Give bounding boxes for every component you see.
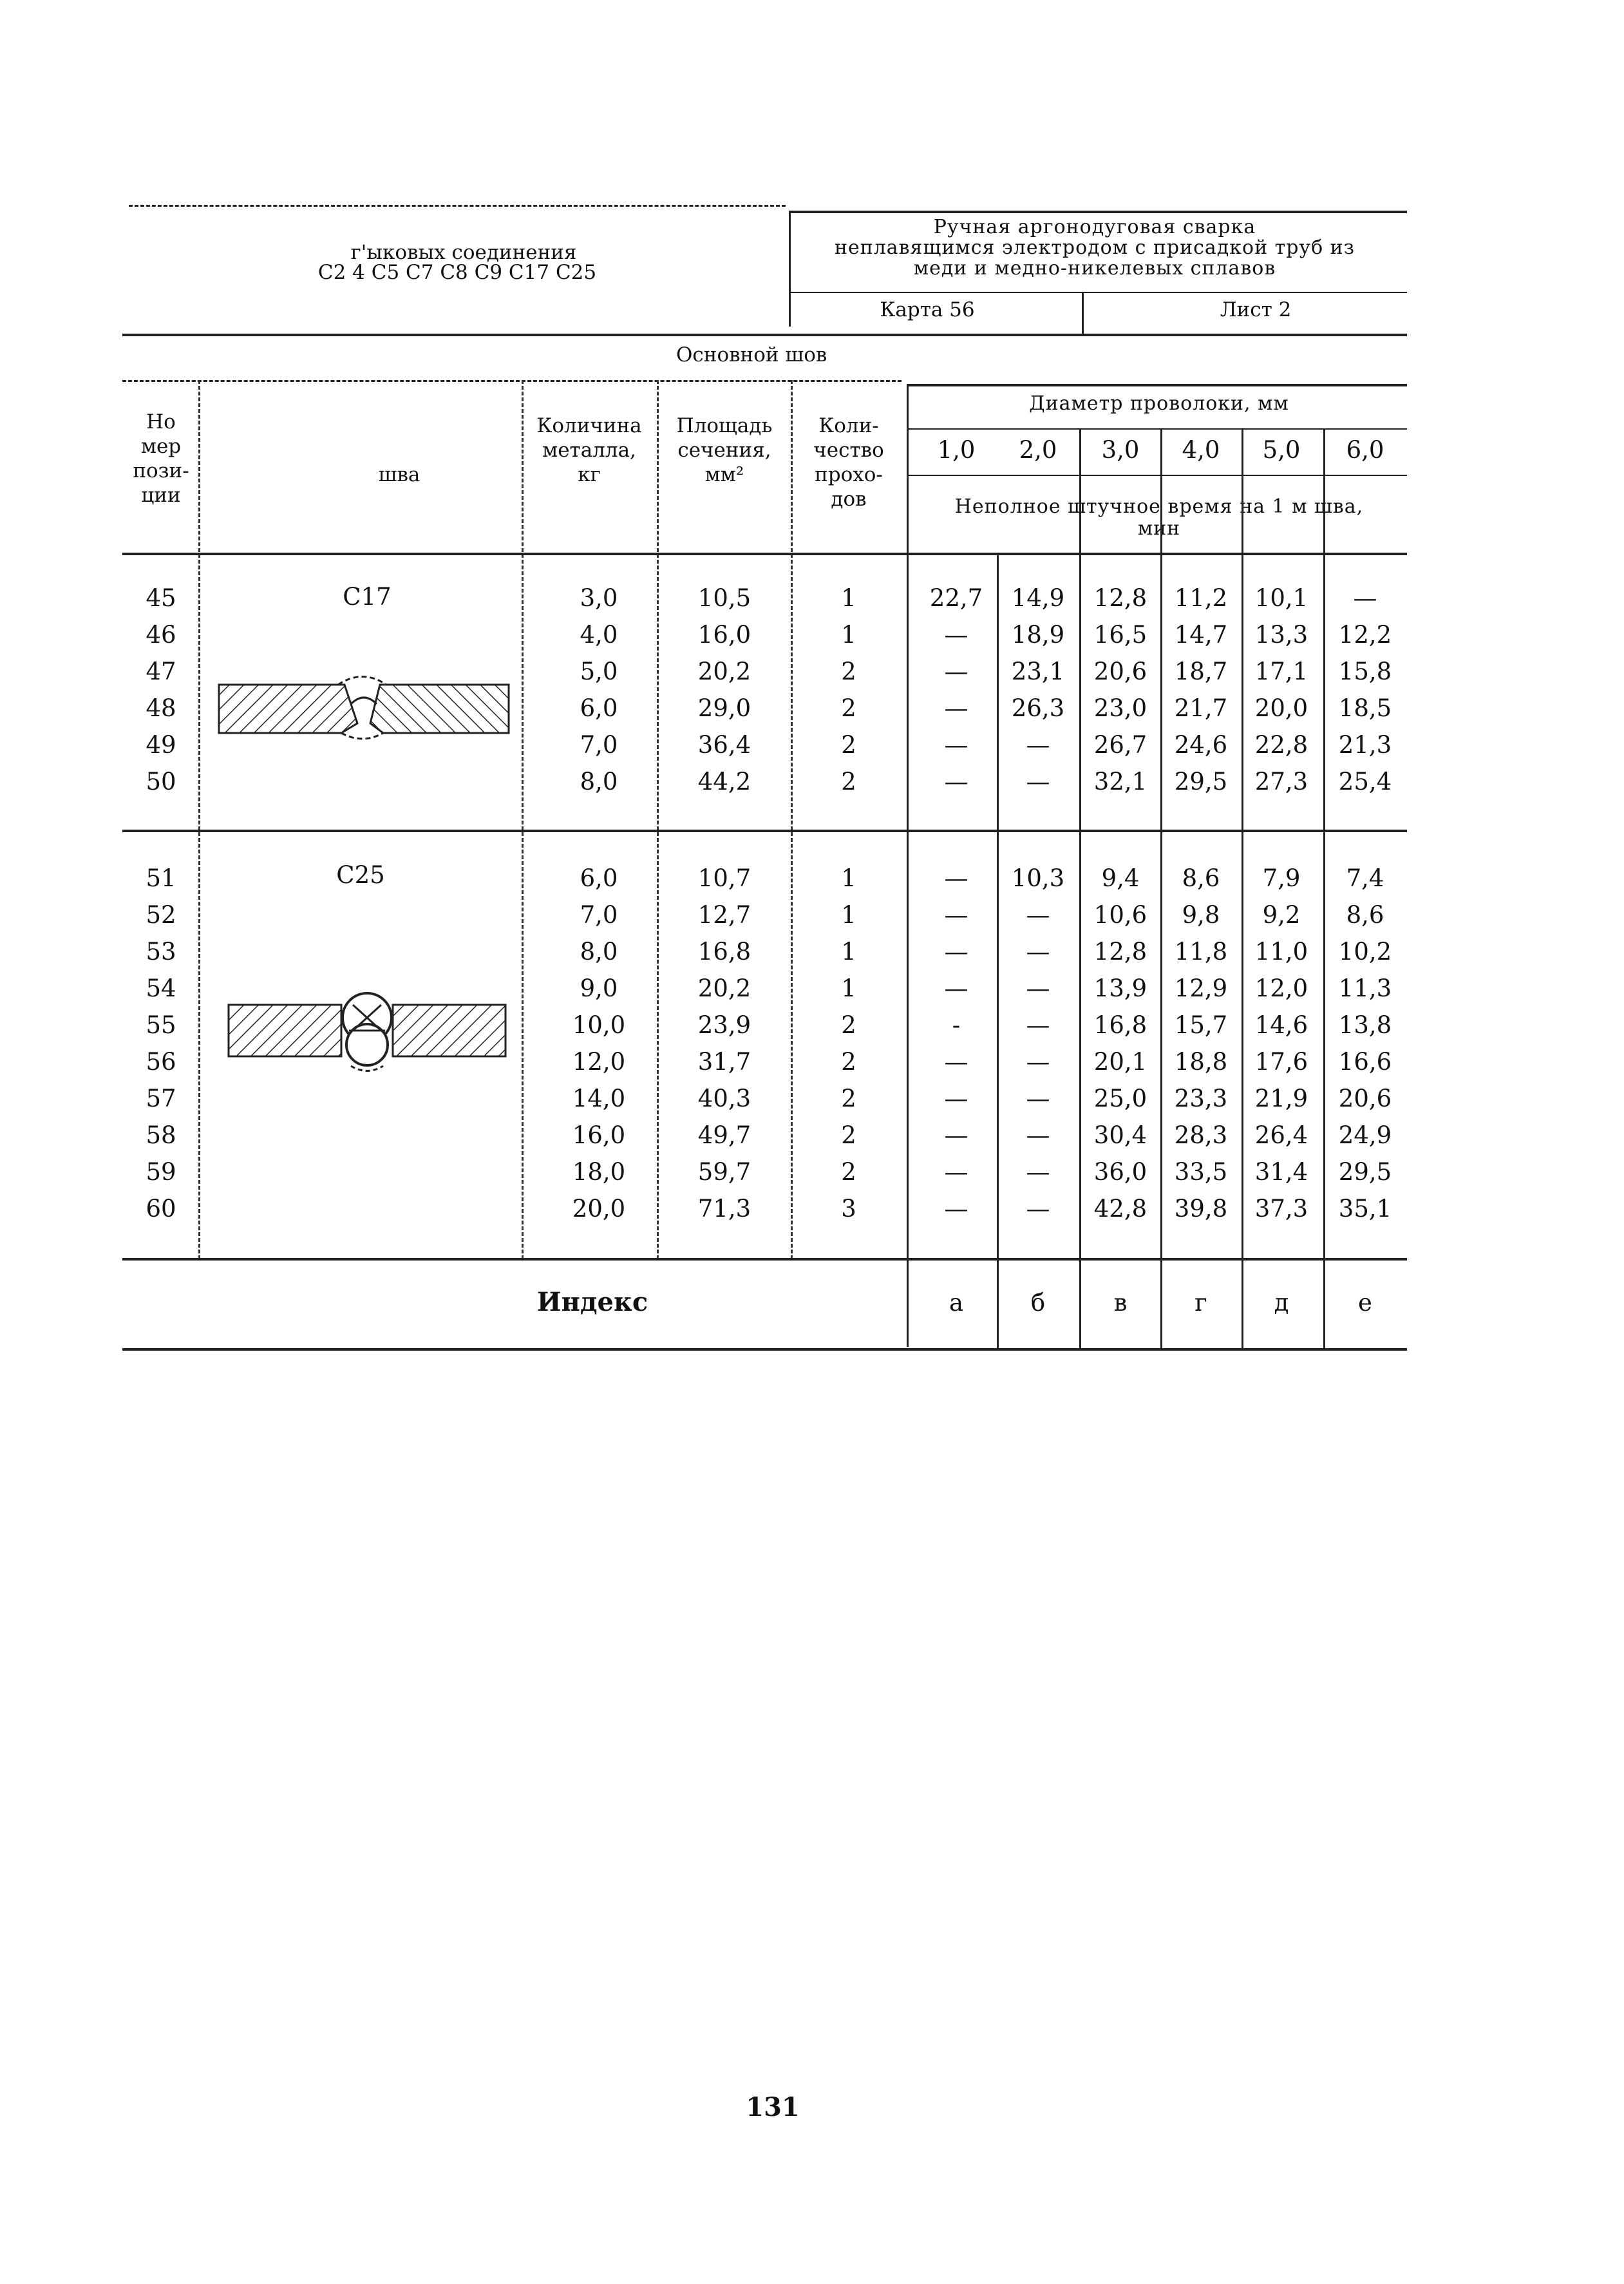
row-metal: 12,0 <box>572 1048 626 1076</box>
row-metal: 18,0 <box>572 1158 626 1186</box>
row-time-a: — <box>944 1085 968 1112</box>
group-label-c17: С17 <box>343 583 392 611</box>
card-divider <box>1082 292 1084 334</box>
c25-right-plate <box>393 1005 505 1056</box>
diam-3: 3,0 <box>1101 436 1140 464</box>
row-time-d: 22,8 <box>1254 731 1308 759</box>
row-passes: 1 <box>841 584 856 612</box>
row-metal: 6,0 <box>580 864 618 892</box>
row-metal: 4,0 <box>580 621 618 649</box>
hdr-time-2: мин <box>1137 517 1181 540</box>
index-letter-b: б <box>1030 1289 1046 1317</box>
row-area: 59,7 <box>697 1158 751 1186</box>
row-passes: 1 <box>841 864 856 892</box>
row-time-b: 23,1 <box>1011 658 1065 685</box>
row-metal: 3,0 <box>580 584 618 612</box>
row-time-b: — <box>1026 901 1050 929</box>
hdr-number-2: мер <box>140 435 182 458</box>
col-line-t4 <box>1242 428 1243 1348</box>
row-time-e: 20,6 <box>1338 1085 1392 1112</box>
hdr-passes-1: Коли- <box>818 414 879 437</box>
col-line-metal <box>657 380 659 1259</box>
row-position: 46 <box>146 621 176 649</box>
row-time-v: 16,5 <box>1093 621 1147 649</box>
top-left-rule <box>129 205 786 207</box>
section-rule <box>122 334 1407 336</box>
row-time-d: 10,1 <box>1254 584 1308 612</box>
row-time-a: — <box>944 938 968 966</box>
row-passes: 2 <box>841 768 856 795</box>
row-time-g: 21,7 <box>1174 694 1228 722</box>
row-metal: 20,0 <box>572 1195 626 1223</box>
col-line-t5 <box>1323 428 1325 1348</box>
row-time-v: 26,7 <box>1093 731 1147 759</box>
row-time-v: 12,8 <box>1093 938 1147 966</box>
diam-4: 4,0 <box>1182 436 1220 464</box>
row-metal: 7,0 <box>580 731 618 759</box>
row-passes: 2 <box>841 694 856 722</box>
row-time-g: 14,7 <box>1174 621 1228 649</box>
row-time-d: 13,3 <box>1254 621 1308 649</box>
row-area: 10,7 <box>697 864 751 892</box>
row-position: 51 <box>146 864 176 892</box>
row-time-g: 33,5 <box>1174 1158 1228 1186</box>
row-passes: 1 <box>841 621 856 649</box>
row-time-e: — <box>1353 584 1377 612</box>
row-position: 52 <box>146 901 176 929</box>
sheet-number: Лист 2 <box>1220 298 1292 321</box>
row-time-a: — <box>944 1121 968 1149</box>
index-label: Индекс <box>536 1287 648 1317</box>
row-time-a: — <box>944 658 968 685</box>
row-time-b: — <box>1026 1121 1050 1149</box>
top-right-rule <box>789 211 1407 213</box>
row-time-v: 10,6 <box>1093 901 1147 929</box>
row-time-a: — <box>944 768 968 795</box>
row-time-b: 14,9 <box>1011 584 1065 612</box>
joint-types-line1: г'ыковых соединения <box>350 241 577 264</box>
index-letter-v: в <box>1113 1289 1128 1317</box>
row-time-a: - <box>952 1011 961 1039</box>
row-time-g: 18,7 <box>1174 658 1228 685</box>
row-position: 60 <box>146 1195 176 1223</box>
joint-types-line2: С2 4 С5 С7 С8 С9 С17 С25 <box>317 261 597 284</box>
diam-2: 2,0 <box>1019 436 1057 464</box>
col-line-passes <box>907 384 909 1347</box>
row-time-d: 14,6 <box>1254 1011 1308 1039</box>
c25-left-plate <box>229 1005 341 1056</box>
hdr-number-3: пози- <box>133 459 189 482</box>
row-time-b: — <box>1026 731 1050 759</box>
row-time-d: 17,6 <box>1254 1048 1308 1076</box>
row-time-e: 25,4 <box>1338 768 1392 795</box>
row-position: 55 <box>146 1011 176 1039</box>
c25-joint-diagram <box>225 979 509 1076</box>
row-time-v: 42,8 <box>1093 1195 1147 1223</box>
row-position: 50 <box>146 768 176 795</box>
diam-rule-bottom <box>908 475 1407 476</box>
col-line-t3 <box>1160 428 1162 1348</box>
diam-6: 6,0 <box>1346 436 1384 464</box>
row-area: 36,4 <box>697 731 751 759</box>
diam-rule-top <box>908 428 1407 430</box>
row-time-b: — <box>1026 1085 1050 1112</box>
row-passes: 2 <box>841 1011 856 1039</box>
row-time-v: 20,6 <box>1093 658 1147 685</box>
row-time-v: 30,4 <box>1093 1121 1147 1149</box>
row-time-d: 20,0 <box>1254 694 1308 722</box>
c17-weld-bead <box>351 698 377 704</box>
hdr-area-2: сечения, <box>677 439 771 462</box>
row-metal: 14,0 <box>572 1085 626 1112</box>
row-time-d: 7,9 <box>1262 864 1301 892</box>
title-line-2: неплавящимся электродом с присадкой труб из <box>834 236 1355 259</box>
row-area: 40,3 <box>697 1085 751 1112</box>
hdr-metal-1: Количина <box>536 414 642 437</box>
row-time-d: 21,9 <box>1254 1085 1308 1112</box>
index-letter-g: г <box>1194 1289 1207 1317</box>
row-time-b: 10,3 <box>1011 864 1065 892</box>
row-time-b: — <box>1026 1011 1050 1039</box>
row-area: 16,8 <box>697 938 751 966</box>
row-position: 53 <box>146 938 176 966</box>
row-time-e: 16,6 <box>1338 1048 1392 1076</box>
header-bottom-rule <box>122 553 1407 555</box>
row-time-g: 11,8 <box>1174 938 1228 966</box>
row-time-e: 11,3 <box>1338 975 1392 1002</box>
row-time-g: 24,6 <box>1174 731 1228 759</box>
index-letter-d: д <box>1274 1289 1289 1317</box>
row-time-g: 15,7 <box>1174 1011 1228 1039</box>
col-line-t1 <box>997 553 999 1348</box>
row-passes: 2 <box>841 1085 856 1112</box>
index-letter-e: е <box>1358 1289 1372 1317</box>
colhead-rule-top-right <box>908 384 1407 386</box>
row-position: 58 <box>146 1121 176 1149</box>
title-line-3: меди и медно-никелевых сплавов <box>913 257 1276 280</box>
row-time-e: 24,9 <box>1338 1121 1392 1149</box>
hdr-metal-3: кг <box>578 463 601 486</box>
row-passes: 2 <box>841 1121 856 1149</box>
row-time-v: 23,0 <box>1093 694 1147 722</box>
row-time-g: 28,3 <box>1174 1121 1228 1149</box>
row-area: 29,0 <box>697 694 751 722</box>
row-time-b: 18,9 <box>1011 621 1065 649</box>
row-position: 47 <box>146 658 176 685</box>
row-metal: 16,0 <box>572 1121 626 1149</box>
row-position: 48 <box>146 694 176 722</box>
row-passes: 1 <box>841 975 856 1002</box>
row-area: 20,2 <box>697 658 751 685</box>
row-area: 23,9 <box>697 1011 751 1039</box>
row-time-e: 21,3 <box>1338 731 1392 759</box>
row-time-a: — <box>944 864 968 892</box>
col-line-area <box>791 380 793 1259</box>
row-time-v: 16,8 <box>1093 1011 1147 1039</box>
colhead-rule-top-left <box>122 380 902 382</box>
c17-weld-root <box>341 733 383 739</box>
row-time-b: — <box>1026 1158 1050 1186</box>
row-time-a: 22,7 <box>929 584 983 612</box>
hdr-area-3: мм² <box>704 463 744 486</box>
hdr-passes-3: прохо- <box>815 463 883 486</box>
row-time-d: 31,4 <box>1254 1158 1308 1186</box>
row-time-d: 37,3 <box>1254 1195 1308 1223</box>
row-time-v: 32,1 <box>1093 768 1147 795</box>
row-time-b: — <box>1026 768 1050 795</box>
index-letter-a: а <box>949 1289 964 1317</box>
row-time-v: 25,0 <box>1093 1085 1147 1112</box>
row-time-g: 9,8 <box>1182 901 1220 929</box>
index-rule-top <box>122 1258 1407 1261</box>
card-rule-top <box>789 292 1407 293</box>
row-passes: 2 <box>841 1048 856 1076</box>
diam-1: 1,0 <box>937 436 976 464</box>
row-time-e: 18,5 <box>1338 694 1392 722</box>
row-passes: 1 <box>841 901 856 929</box>
row-position: 54 <box>146 975 176 1002</box>
row-passes: 3 <box>841 1195 856 1223</box>
row-time-d: 12,0 <box>1254 975 1308 1002</box>
row-time-v: 36,0 <box>1093 1158 1147 1186</box>
row-metal: 7,0 <box>580 901 618 929</box>
hdr-number-4: ции <box>141 484 181 507</box>
hdr-wire-diameter: Диаметр проволоки, мм <box>1029 392 1289 415</box>
col-line-seam <box>522 380 524 1259</box>
row-time-d: 27,3 <box>1254 768 1308 795</box>
c17-weld-cap <box>338 677 386 685</box>
row-time-v: 13,9 <box>1093 975 1147 1002</box>
row-time-e: 12,2 <box>1338 621 1392 649</box>
row-metal: 6,0 <box>580 694 618 722</box>
row-time-e: 35,1 <box>1338 1195 1392 1223</box>
row-area: 16,0 <box>697 621 751 649</box>
hdr-seam: шва <box>378 463 420 486</box>
row-time-a: — <box>944 1048 968 1076</box>
row-time-a: — <box>944 731 968 759</box>
hdr-passes-4: дов <box>831 488 867 511</box>
row-position: 45 <box>146 584 176 612</box>
row-time-a: — <box>944 1195 968 1223</box>
row-time-g: 11,2 <box>1174 584 1228 612</box>
row-time-g: 23,3 <box>1174 1085 1228 1112</box>
row-passes: 1 <box>841 938 856 966</box>
hdr-time-1: Неполное штучное время на 1 м шва, <box>954 495 1364 518</box>
row-area: 31,7 <box>697 1048 751 1076</box>
header-divider <box>789 211 791 327</box>
row-time-g: 29,5 <box>1174 768 1228 795</box>
row-position: 49 <box>146 731 176 759</box>
group-label-c25: С25 <box>336 861 385 889</box>
row-time-v: 9,4 <box>1101 864 1140 892</box>
row-time-b: — <box>1026 1048 1050 1076</box>
diam-5: 5,0 <box>1262 436 1301 464</box>
row-area: 44,2 <box>697 768 751 795</box>
row-area: 10,5 <box>697 584 751 612</box>
c17-joint-diagram <box>216 669 512 749</box>
row-time-b: — <box>1026 1195 1050 1223</box>
index-rule-bottom <box>122 1348 1407 1351</box>
row-metal: 5,0 <box>580 658 618 685</box>
c17-right-plate <box>370 685 509 733</box>
row-time-e: 10,2 <box>1338 938 1392 966</box>
title-line-1: Ручная аргонодуговая сварка <box>933 216 1256 238</box>
section-title: Основной шов <box>676 343 827 366</box>
row-time-a: — <box>944 694 968 722</box>
row-time-d: 26,4 <box>1254 1121 1308 1149</box>
row-passes: 2 <box>841 658 856 685</box>
page-number: 131 <box>746 2092 800 2122</box>
card-number: Карта 56 <box>880 298 975 321</box>
row-time-a: — <box>944 1158 968 1186</box>
row-time-d: 9,2 <box>1262 901 1301 929</box>
row-area: 71,3 <box>697 1195 751 1223</box>
row-time-v: 20,1 <box>1093 1048 1147 1076</box>
hdr-area-1: Площадь <box>676 414 773 437</box>
row-area: 12,7 <box>697 901 751 929</box>
row-metal: 9,0 <box>580 975 618 1002</box>
row-time-e: 13,8 <box>1338 1011 1392 1039</box>
row-time-e: 15,8 <box>1338 658 1392 685</box>
row-time-g: 39,8 <box>1174 1195 1228 1223</box>
row-time-b: — <box>1026 975 1050 1002</box>
hdr-number-1: Но <box>146 410 176 433</box>
row-time-a: — <box>944 621 968 649</box>
row-position: 57 <box>146 1085 176 1112</box>
hdr-metal-2: металла, <box>542 439 636 462</box>
group-separator-rule <box>122 830 1407 832</box>
row-time-e: 29,5 <box>1338 1158 1392 1186</box>
row-time-d: 17,1 <box>1254 658 1308 685</box>
row-passes: 2 <box>841 1158 856 1186</box>
row-time-e: 8,6 <box>1346 901 1384 929</box>
row-position: 56 <box>146 1048 176 1076</box>
row-time-b: 26,3 <box>1011 694 1065 722</box>
row-time-b: — <box>1026 938 1050 966</box>
row-time-e: 7,4 <box>1346 864 1384 892</box>
c25-weld-root <box>351 1066 383 1071</box>
row-time-v: 12,8 <box>1093 584 1147 612</box>
row-time-a: — <box>944 901 968 929</box>
col-line-t2 <box>1079 428 1081 1348</box>
row-metal: 10,0 <box>572 1011 626 1039</box>
col-line-number <box>198 380 200 1259</box>
row-time-d: 11,0 <box>1254 938 1308 966</box>
hdr-passes-2: чество <box>813 439 884 462</box>
row-time-g: 8,6 <box>1182 864 1220 892</box>
row-time-a: — <box>944 975 968 1002</box>
row-metal: 8,0 <box>580 768 618 795</box>
row-area: 49,7 <box>697 1121 751 1149</box>
row-time-g: 18,8 <box>1174 1048 1228 1076</box>
c17-left-plate <box>219 685 357 733</box>
row-time-g: 12,9 <box>1174 975 1228 1002</box>
row-passes: 2 <box>841 731 856 759</box>
row-position: 59 <box>146 1158 176 1186</box>
row-metal: 8,0 <box>580 938 618 966</box>
row-area: 20,2 <box>697 975 751 1002</box>
